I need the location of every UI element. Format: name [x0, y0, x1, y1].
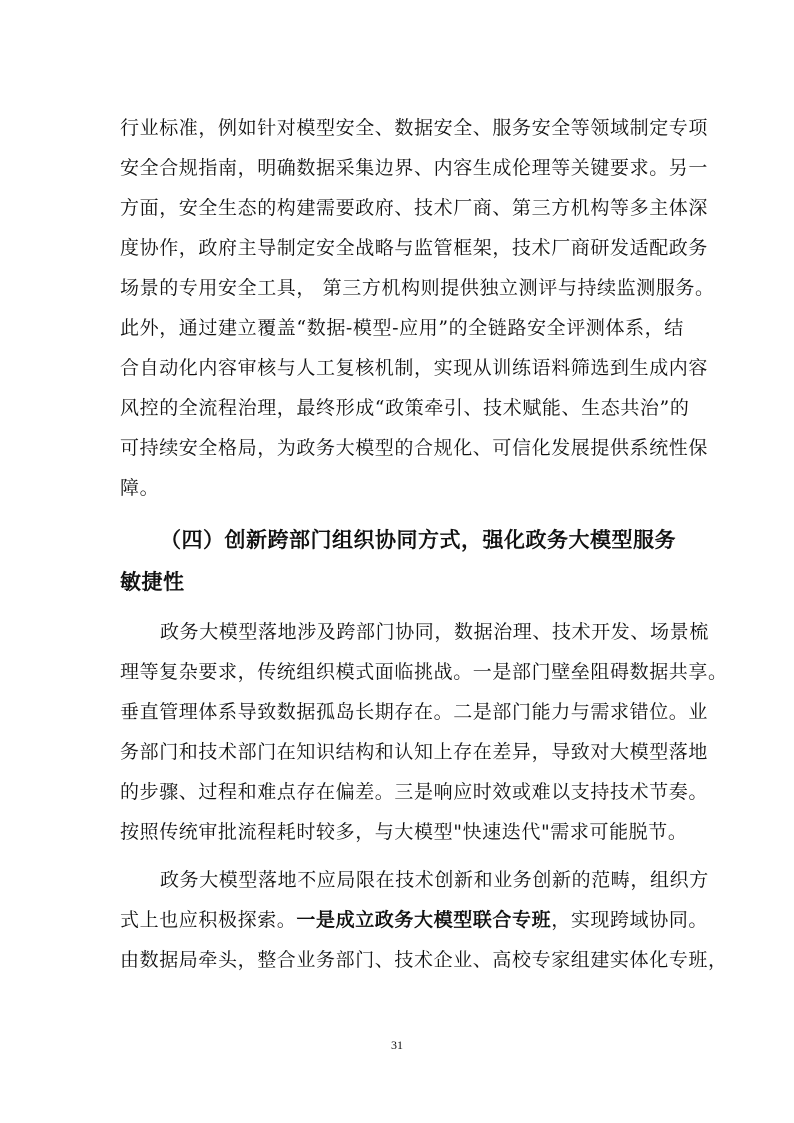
- para1-line7: 合自动化内容审核与人工复核机制，实现从训练语料筛选到生成内容: [120, 357, 709, 379]
- para1-line4: 度协作，政府主导制定安全战略与监管框架，技术厂商研发适配政务: [120, 237, 709, 259]
- para3-bold-phrase: 一是成立政务大模型联合专班: [296, 909, 552, 931]
- para1-line9: 可持续安全格局，为政务大模型的合规化、可信化发展提供系统性保: [120, 437, 709, 459]
- para3-line2: [120, 908, 709, 932]
- para1-line2: 安全合规指南，明确数据采集边界、内容生成伦理等关键要求。另一: [120, 157, 709, 179]
- para1-line8: 风控的全流程治理，最终形成“政策牵引、技术赋能、生态共治”的: [120, 397, 690, 419]
- para1-line5: 场景的专用安全工具， 第三方机构则提供独立测评与持续监测服务。: [120, 277, 715, 299]
- para1-line1: 行业标准，例如针对模型安全、数据安全、服务安全等领域制定专项: [120, 117, 709, 139]
- para1-line6: 此外，通过建立覆盖“数据-模型-应用”的全链路安全评测体系，结: [120, 317, 684, 339]
- para3-line1: 政务大模型落地不应局限在技术创新和业务创新的范畴，组织方: [160, 869, 709, 891]
- section-heading-line1: （四）创新跨部门组织协同方式，强化政务大模型服务: [160, 528, 676, 552]
- para2-line6: 按照传统审批流程耗时较多，与大模型"快速迭代"需求可能脱节。: [120, 821, 688, 843]
- para2-line3: 垂直管理体系导致数据孤岛长期存在。二是部门能力与需求错位。业: [120, 701, 709, 723]
- para2-line2: 理等复杂要求，传统组织模式面临挑战。一是部门壁垒阻碍数据共享。: [120, 661, 728, 683]
- para3-line3: 由数据局牵头，整合业务部门、技术企业、高校专家组建实体化专班，: [120, 949, 728, 971]
- para3-line2-tail: ，实现跨域协同。: [551, 909, 709, 931]
- page-number: 31: [391, 1038, 403, 1052]
- para1-line10: 障。: [120, 477, 160, 499]
- para3-line2-text: 式上也应积极探索。: [120, 909, 297, 931]
- para2-line5: 的步骤、过程和难点存在偏差。三是响应时效或难以支持技术节奏。: [120, 781, 709, 803]
- para1-line3: 方面，安全生态的构建需要政府、技术厂商、第三方机构等多主体深: [120, 197, 709, 219]
- section-heading-line2: 敏捷性: [120, 570, 185, 594]
- para2-line1: 政务大模型落地涉及跨部门协同，数据治理、技术开发、场景梳: [160, 621, 709, 643]
- para2-line4: 务部门和技术部门在知识结构和认知上存在差异，导致对大模型落地: [120, 741, 709, 763]
